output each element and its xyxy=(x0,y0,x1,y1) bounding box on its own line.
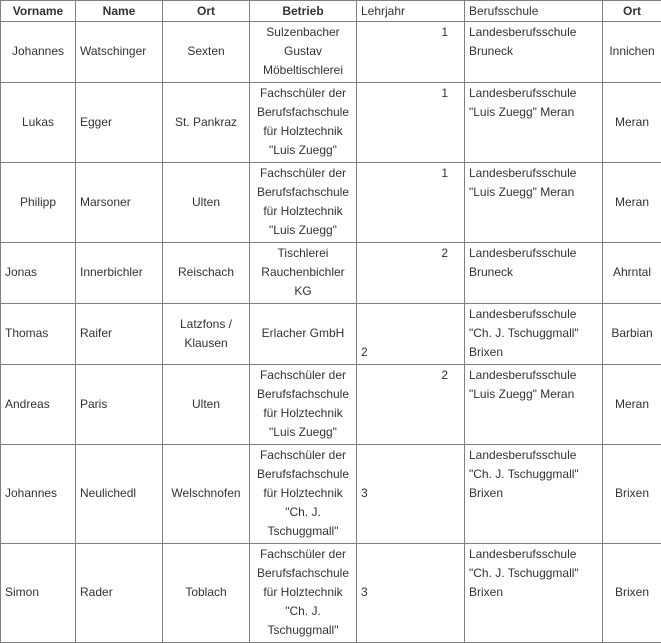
berufsschule-line: Landesberufsschule xyxy=(469,84,598,103)
ort-line: Latzfons / xyxy=(167,315,245,334)
berufsschule-line: Brixen xyxy=(469,583,598,602)
berufsschule-line: Landesberufsschule xyxy=(469,23,598,42)
cell-ort: Welschnofen xyxy=(163,445,250,544)
header-lehrjahr: Lehrjahr xyxy=(357,1,465,22)
cell-ort: Toblach xyxy=(163,544,250,643)
cell-betrieb xyxy=(250,243,357,304)
berufsschule-line: "Luis Zuegg" Meran xyxy=(469,103,598,122)
cell-lehrjahr: 2 xyxy=(357,304,465,365)
cell-schulort: Innichen xyxy=(603,22,661,83)
cell-ort: Sexten xyxy=(163,22,250,83)
table-row xyxy=(1,304,661,365)
cell-lehrjahr: 2 xyxy=(357,243,465,304)
table-row xyxy=(1,243,661,304)
cell-betrieb xyxy=(250,83,357,163)
cell-betrieb xyxy=(250,445,357,544)
betrieb-line: Tschuggmall" xyxy=(254,522,352,541)
betrieb-line: Berufsfachschule xyxy=(254,103,352,122)
berufsschule-line: Bruneck xyxy=(469,263,598,282)
betrieb-line: Fachschüler der xyxy=(254,84,352,103)
header-betrieb: Betrieb xyxy=(250,1,357,22)
table-row xyxy=(1,83,661,163)
berufsschule-line: Brixen xyxy=(469,343,598,362)
cell-lehrjahr: 2 xyxy=(357,365,465,445)
cell-schulort: Barbian xyxy=(603,304,661,365)
betrieb-line: Rauchenbichler xyxy=(254,263,352,282)
betrieb-line: Fachschüler der xyxy=(254,164,352,183)
betrieb-line: KG xyxy=(254,282,352,301)
berufsschule-line: "Luis Zuegg" Meran xyxy=(469,385,598,404)
berufsschule-line: Landesberufsschule xyxy=(469,164,598,183)
betrieb-line: Gustav xyxy=(254,42,352,61)
betrieb-line: Berufsfachschule xyxy=(254,385,352,404)
table-row xyxy=(1,22,661,83)
berufsschule-line: Landesberufsschule xyxy=(469,366,598,385)
betrieb-line: Fachschüler der xyxy=(254,446,352,465)
table-header-row xyxy=(1,1,661,22)
cell-name: Rader xyxy=(76,544,163,643)
cell-schulort: Brixen xyxy=(603,544,661,643)
berufsschule-line: "Luis Zuegg" Meran xyxy=(469,183,598,202)
cell-vorname: Simon xyxy=(1,544,76,643)
berufsschule-line: Landesberufsschule xyxy=(469,545,598,564)
cell-ort: St. Pankraz xyxy=(163,83,250,163)
table-row xyxy=(1,445,661,544)
cell-betrieb xyxy=(250,544,357,643)
betrieb-line: Berufsfachschule xyxy=(254,564,352,583)
betrieb-line: "Ch. J. xyxy=(254,503,352,522)
cell-schulort: Meran xyxy=(603,163,661,243)
berufsschule-line: Landesberufsschule xyxy=(469,446,598,465)
betrieb-line: für Holztechnik xyxy=(254,202,352,221)
cell-betrieb: Erlacher GmbH xyxy=(250,304,357,365)
cell-berufsschule xyxy=(465,83,603,163)
cell-lehrjahr: 1 xyxy=(357,163,465,243)
cell-schulort: Meran xyxy=(603,83,661,163)
header-name: Name xyxy=(76,1,163,22)
table-row xyxy=(1,544,661,643)
betrieb-line: "Luis Zuegg" xyxy=(254,423,352,442)
betrieb-line: Möbeltischlerei xyxy=(254,61,352,80)
cell-vorname: Johannes xyxy=(1,445,76,544)
betrieb-line: "Luis Zuegg" xyxy=(254,221,352,240)
cell-ort: Ulten xyxy=(163,365,250,445)
berufsschule-line: Brixen xyxy=(469,484,598,503)
header-ort: Ort xyxy=(163,1,250,22)
header-schulort: Ort xyxy=(603,1,661,22)
cell-betrieb xyxy=(250,365,357,445)
betrieb-line: Berufsfachschule xyxy=(254,465,352,484)
cell-schulort: Meran xyxy=(603,365,661,445)
cell-schulort: Ahrntal xyxy=(603,243,661,304)
berufsschule-line: Landesberufsschule xyxy=(469,305,598,324)
cell-name: Innerbichler xyxy=(76,243,163,304)
betrieb-line: Tischlerei xyxy=(254,244,352,263)
cell-berufsschule xyxy=(465,445,603,544)
cell-betrieb xyxy=(250,22,357,83)
cell-betrieb xyxy=(250,163,357,243)
cell-vorname: Johannes xyxy=(1,22,76,83)
cell-berufsschule xyxy=(465,365,603,445)
cell-name: Marsoner xyxy=(76,163,163,243)
betrieb-line: Sulzenbacher xyxy=(254,23,352,42)
cell-vorname: Philipp xyxy=(1,163,76,243)
berufsschule-line: "Ch. J. Tschuggmall" xyxy=(469,465,598,484)
berufsschule-line: "Ch. J. Tschuggmall" xyxy=(469,324,598,343)
cell-berufsschule xyxy=(465,243,603,304)
cell-vorname: Thomas xyxy=(1,304,76,365)
cell-vorname: Jonas xyxy=(1,243,76,304)
ort-line: Klausen xyxy=(167,334,245,353)
cell-name: Watschinger xyxy=(76,22,163,83)
cell-schulort: Brixen xyxy=(603,445,661,544)
header-berufsschule: Berufsschule xyxy=(465,1,603,22)
cell-ort: Ulten xyxy=(163,163,250,243)
table-row xyxy=(1,163,661,243)
betrieb-line: für Holztechnik xyxy=(254,122,352,141)
berufsschule-line: Bruneck xyxy=(469,42,598,61)
cell-berufsschule xyxy=(465,163,603,243)
header-vorname: Vorname xyxy=(1,1,76,22)
betrieb-line: "Ch. J. xyxy=(254,602,352,621)
cell-berufsschule xyxy=(465,304,603,365)
betrieb-line: Fachschüler der xyxy=(254,366,352,385)
cell-ort xyxy=(163,304,250,365)
cell-name: Raifer xyxy=(76,304,163,365)
cell-berufsschule xyxy=(465,544,603,643)
betrieb-line: "Luis Zuegg" xyxy=(254,141,352,160)
cell-name: Neulichedl xyxy=(76,445,163,544)
cell-name: Egger xyxy=(76,83,163,163)
berufsschule-line: Landesberufsschule xyxy=(469,244,598,263)
cell-lehrjahr: 1 xyxy=(357,22,465,83)
betrieb-line: für Holztechnik xyxy=(254,583,352,602)
cell-lehrjahr: 3 xyxy=(357,445,465,544)
betrieb-line: Berufsfachschule xyxy=(254,183,352,202)
cell-lehrjahr: 1 xyxy=(357,83,465,163)
cell-vorname: Andreas xyxy=(1,365,76,445)
cell-vorname: Lukas xyxy=(1,83,76,163)
betrieb-line: für Holztechnik xyxy=(254,404,352,423)
cell-ort: Reischach xyxy=(163,243,250,304)
cell-name: Paris xyxy=(76,365,163,445)
table-row xyxy=(1,365,661,445)
cell-lehrjahr: 3 xyxy=(357,544,465,643)
cell-berufsschule xyxy=(465,22,603,83)
betrieb-line: für Holztechnik xyxy=(254,484,352,503)
berufsschule-line: "Ch. J. Tschuggmall" xyxy=(469,564,598,583)
betrieb-line: Fachschüler der xyxy=(254,545,352,564)
betrieb-line: Tschuggmall" xyxy=(254,621,352,640)
